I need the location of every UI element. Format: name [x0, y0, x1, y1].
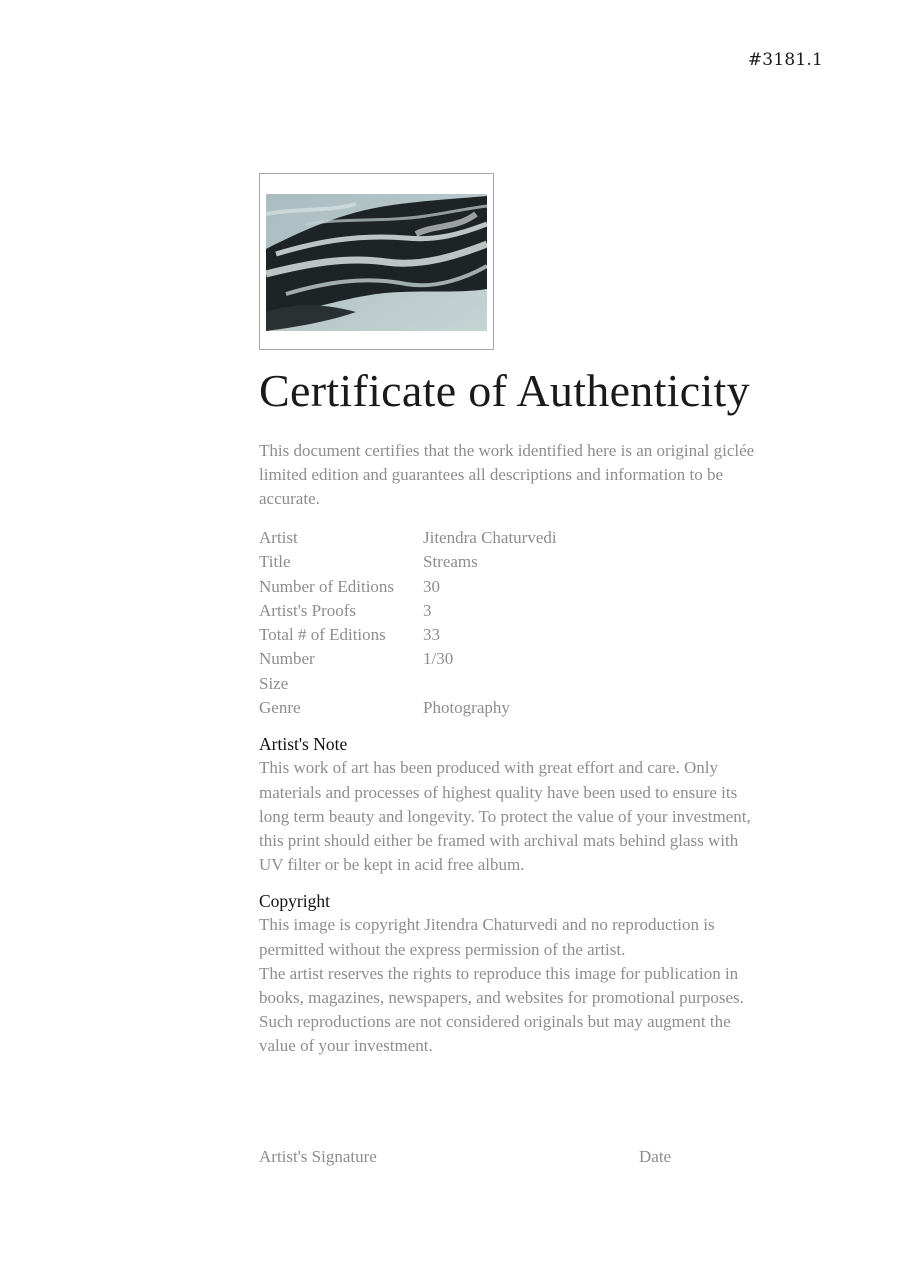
artwork-details [259, 526, 759, 720]
detail-value [423, 672, 759, 696]
detail-value: 33 [423, 625, 440, 645]
detail-row-number [259, 647, 759, 671]
intro-text: This document certifies that the work identified here is an original giclée limited edition and guarantees all descriptions and information to be accurate. [259, 441, 755, 508]
detail-label: Size [259, 673, 289, 693]
detail-value: 3 [423, 600, 432, 620]
detail-row-size [259, 672, 759, 696]
copyright-text: This image is copyright Jitendra Chaturvedi and no reproduction is permitted without the express permission of the artist. [259, 915, 715, 959]
detail-row-artist [259, 526, 759, 550]
detail-row-title [259, 550, 759, 574]
detail-value: 1/30 [423, 649, 454, 669]
detail-label: Number of Editions [259, 576, 395, 596]
artists-note-heading: Artist's Note [259, 734, 348, 755]
detail-label: Artist [259, 528, 298, 547]
detail-label: Number [259, 649, 315, 669]
certificate-title: Certificate of Authenticity [259, 365, 750, 416]
certificate-body [259, 439, 759, 1059]
detail-label: Genre [259, 698, 301, 718]
artwork-image-frame [259, 173, 494, 350]
detail-row-editions [259, 575, 759, 599]
artwork-image [266, 194, 487, 331]
detail-value: Jitendra Chaturvedi [423, 528, 557, 547]
artists-note-text: This work of art has been produced with great effort and care. Only materials and processes of highest quality have been used to ensure its long term beauty and longevity. To protect the value of your investment, this print should either be framed with archival mats behind glass with UV filter or be kept in acid free album. [259, 758, 751, 875]
detail-label: Title [259, 552, 291, 572]
detail-value: Streams [423, 552, 478, 572]
date-label: Date [639, 1147, 672, 1166]
detail-value: 30 [423, 576, 440, 596]
artist-signature-label: Artist's Signature [259, 1147, 377, 1166]
detail-row-total [259, 623, 759, 647]
detail-label: Artist's Proofs [259, 600, 357, 620]
copyright-rights-text: The artist reserves the rights to reproduce this image for publication in books, magazines, newspapers, and websites for promotional purposes. Such reproductions are not considered originals but may augment the value of your investment. [259, 963, 744, 1056]
detail-row-proofs [259, 599, 759, 623]
certificate-number: #3181.1 [747, 50, 823, 70]
detail-value: Photography [423, 698, 510, 718]
copyright-heading: Copyright [259, 891, 330, 912]
detail-row-genre [259, 696, 759, 720]
detail-label: Total # of Editions [259, 625, 386, 645]
